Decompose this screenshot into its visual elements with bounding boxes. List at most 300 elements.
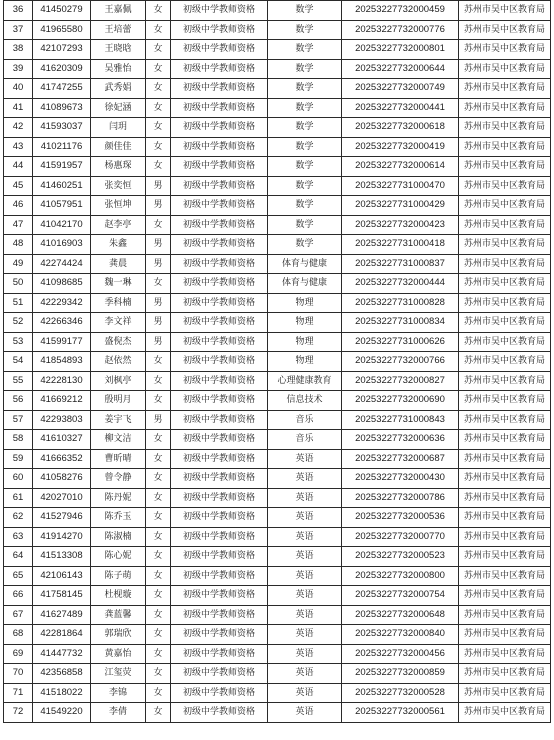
subject-cell: 数学 — [268, 176, 342, 196]
gender-cell: 男 — [146, 332, 171, 352]
subject-cell: 体育与健康 — [268, 254, 342, 274]
issuing-authority-cell: 苏州市吴中区教育局 — [459, 508, 551, 528]
gender-cell: 女 — [146, 566, 171, 586]
subject-cell: 英语 — [268, 625, 342, 645]
table-row — [4, 332, 551, 352]
applicant-id-cell: 42027010 — [33, 488, 91, 508]
subject-cell: 数学 — [268, 157, 342, 177]
subject-cell: 数学 — [268, 235, 342, 255]
qualification-cell: 初级中学教师资格 — [171, 176, 268, 196]
issuing-authority-cell: 苏州市吴中区教育局 — [459, 371, 551, 391]
table-row — [4, 313, 551, 333]
qualification-cell: 初级中学教师资格 — [171, 352, 268, 372]
name-cell: 季科楠 — [91, 293, 146, 313]
table-row — [4, 59, 551, 79]
row-number-cell: 59 — [4, 449, 33, 469]
certificate-number-cell: 20253227732000459 — [342, 1, 459, 21]
qualification-cell: 初级中学教师资格 — [171, 625, 268, 645]
qualification-cell: 初级中学教师资格 — [171, 430, 268, 450]
gender-cell: 女 — [146, 274, 171, 294]
issuing-authority-cell: 苏州市吴中区教育局 — [459, 79, 551, 99]
issuing-authority-cell: 苏州市吴中区教育局 — [459, 332, 551, 352]
issuing-authority-cell: 苏州市吴中区教育局 — [459, 488, 551, 508]
applicant-id-cell: 41758145 — [33, 586, 91, 606]
certificate-number-cell: 20253227732000786 — [342, 488, 459, 508]
applicant-id-cell: 41610327 — [33, 430, 91, 450]
row-number-cell: 65 — [4, 566, 33, 586]
subject-cell: 数学 — [268, 40, 342, 60]
subject-cell: 音乐 — [268, 410, 342, 430]
issuing-authority-cell: 苏州市吴中区教育局 — [459, 430, 551, 450]
name-cell: 龚晨 — [91, 254, 146, 274]
gender-cell: 女 — [146, 703, 171, 723]
issuing-authority-cell: 苏州市吴中区教育局 — [459, 410, 551, 430]
name-cell: 刘枫亭 — [91, 371, 146, 391]
issuing-authority-cell: 苏州市吴中区教育局 — [459, 586, 551, 606]
row-number-cell: 58 — [4, 430, 33, 450]
certificate-number-cell: 20253227732000614 — [342, 157, 459, 177]
applicant-id-cell: 41965580 — [33, 20, 91, 40]
qualification-cell: 初级中学教师资格 — [171, 566, 268, 586]
gender-cell: 女 — [146, 449, 171, 469]
gender-cell: 女 — [146, 469, 171, 489]
name-cell: 徐妃涵 — [91, 98, 146, 118]
name-cell: 赵依然 — [91, 352, 146, 372]
certificate-number-cell: 20253227732000766 — [342, 352, 459, 372]
issuing-authority-cell: 苏州市吴中区教育局 — [459, 137, 551, 157]
issuing-authority-cell: 苏州市吴中区教育局 — [459, 352, 551, 372]
subject-cell: 英语 — [268, 605, 342, 625]
gender-cell: 女 — [146, 157, 171, 177]
row-number-cell: 68 — [4, 625, 33, 645]
qualification-cell: 初级中学教师资格 — [171, 586, 268, 606]
row-number-cell: 55 — [4, 371, 33, 391]
subject-cell: 心理健康教育 — [268, 371, 342, 391]
row-number-cell: 71 — [4, 683, 33, 703]
table-row — [4, 40, 551, 60]
issuing-authority-cell: 苏州市吴中区教育局 — [459, 274, 551, 294]
certificate-number-cell: 20253227732000770 — [342, 527, 459, 547]
gender-cell: 女 — [146, 605, 171, 625]
table-row — [4, 118, 551, 138]
name-cell: 吴雅怡 — [91, 59, 146, 79]
name-cell: 张奕恒 — [91, 176, 146, 196]
gender-cell: 女 — [146, 391, 171, 411]
certificate-number-cell: 20253227732000840 — [342, 625, 459, 645]
gender-cell: 女 — [146, 20, 171, 40]
certificate-number-cell: 20253227732000444 — [342, 274, 459, 294]
subject-cell: 英语 — [268, 488, 342, 508]
table-row — [4, 625, 551, 645]
subject-cell: 英语 — [268, 664, 342, 684]
issuing-authority-cell: 苏州市吴中区教育局 — [459, 1, 551, 21]
teacher-qualification-table — [3, 0, 551, 723]
issuing-authority-cell: 苏州市吴中区教育局 — [459, 118, 551, 138]
issuing-authority-cell: 苏州市吴中区教育局 — [459, 59, 551, 79]
qualification-cell: 初级中学教师资格 — [171, 137, 268, 157]
applicant-id-cell: 41627489 — [33, 605, 91, 625]
subject-cell: 英语 — [268, 644, 342, 664]
table-row — [4, 98, 551, 118]
certificate-number-cell: 20253227732000690 — [342, 391, 459, 411]
qualification-cell: 初级中学教师资格 — [171, 59, 268, 79]
applicant-id-cell: 41599177 — [33, 332, 91, 352]
issuing-authority-cell: 苏州市吴中区教育局 — [459, 469, 551, 489]
certificate-number-cell: 20253227732000528 — [342, 683, 459, 703]
certificate-number-cell: 20253227732000687 — [342, 449, 459, 469]
certificate-number-cell: 20253227731000843 — [342, 410, 459, 430]
issuing-authority-cell: 苏州市吴中区教育局 — [459, 176, 551, 196]
table-row — [4, 254, 551, 274]
qualification-cell: 初级中学教师资格 — [171, 371, 268, 391]
table-row — [4, 293, 551, 313]
qualification-cell: 初级中学教师资格 — [171, 293, 268, 313]
applicant-id-cell: 41089673 — [33, 98, 91, 118]
certificate-number-cell: 20253227731000837 — [342, 254, 459, 274]
applicant-id-cell: 42229342 — [33, 293, 91, 313]
row-number-cell: 69 — [4, 644, 33, 664]
table-row — [4, 605, 551, 625]
gender-cell: 男 — [146, 196, 171, 216]
gender-cell: 女 — [146, 527, 171, 547]
applicant-id-cell: 42107293 — [33, 40, 91, 60]
table-row — [4, 215, 551, 235]
applicant-id-cell: 41620309 — [33, 59, 91, 79]
gender-cell: 女 — [146, 625, 171, 645]
gender-cell: 女 — [146, 371, 171, 391]
certificate-number-cell: 20253227732000523 — [342, 547, 459, 567]
certificate-number-cell: 20253227732000636 — [342, 430, 459, 450]
name-cell: 王培蕾 — [91, 20, 146, 40]
name-cell: 郭瑞欣 — [91, 625, 146, 645]
applicant-id-cell: 41591957 — [33, 157, 91, 177]
name-cell: 曹昕晴 — [91, 449, 146, 469]
name-cell: 陈心妮 — [91, 547, 146, 567]
certificate-number-cell: 20253227732000644 — [342, 59, 459, 79]
applicant-id-cell: 42274424 — [33, 254, 91, 274]
name-cell: 张恒坤 — [91, 196, 146, 216]
qualification-cell: 初级中学教师资格 — [171, 98, 268, 118]
table-row — [4, 410, 551, 430]
name-cell: 王嘉佩 — [91, 1, 146, 21]
table-row — [4, 235, 551, 255]
gender-cell: 女 — [146, 118, 171, 138]
name-cell: 魏一琳 — [91, 274, 146, 294]
document-page — [3, 0, 551, 723]
issuing-authority-cell: 苏州市吴中区教育局 — [459, 215, 551, 235]
gender-cell: 男 — [146, 254, 171, 274]
subject-cell: 英语 — [268, 566, 342, 586]
table-row — [4, 683, 551, 703]
qualification-cell: 初级中学教师资格 — [171, 644, 268, 664]
subject-cell: 英语 — [268, 469, 342, 489]
certificate-number-cell: 20253227732000859 — [342, 664, 459, 684]
certificate-number-cell: 20253227731000828 — [342, 293, 459, 313]
certificate-number-cell: 20253227731000418 — [342, 235, 459, 255]
gender-cell: 女 — [146, 79, 171, 99]
table-row — [4, 508, 551, 528]
name-cell: 杜枧璇 — [91, 586, 146, 606]
qualification-cell: 初级中学教师资格 — [171, 683, 268, 703]
gender-cell: 女 — [146, 1, 171, 21]
table-row — [4, 469, 551, 489]
gender-cell: 女 — [146, 137, 171, 157]
name-cell: 武秀娟 — [91, 79, 146, 99]
applicant-id-cell: 41016903 — [33, 235, 91, 255]
row-number-cell: 43 — [4, 137, 33, 157]
table-row — [4, 1, 551, 21]
table-body — [4, 1, 551, 723]
row-number-cell: 36 — [4, 1, 33, 21]
applicant-id-cell: 41057951 — [33, 196, 91, 216]
issuing-authority-cell: 苏州市吴中区教育局 — [459, 527, 551, 547]
table-row — [4, 196, 551, 216]
subject-cell: 数学 — [268, 196, 342, 216]
name-cell: 颜佳佳 — [91, 137, 146, 157]
subject-cell: 音乐 — [268, 430, 342, 450]
subject-cell: 英语 — [268, 449, 342, 469]
certificate-number-cell: 20253227731000429 — [342, 196, 459, 216]
gender-cell: 男 — [146, 313, 171, 333]
subject-cell: 数学 — [268, 79, 342, 99]
applicant-id-cell: 41098685 — [33, 274, 91, 294]
issuing-authority-cell: 苏州市吴中区教育局 — [459, 547, 551, 567]
row-number-cell: 47 — [4, 215, 33, 235]
applicant-id-cell: 41058276 — [33, 469, 91, 489]
table-row — [4, 566, 551, 586]
name-cell: 黄嘉怡 — [91, 644, 146, 664]
table-row — [4, 274, 551, 294]
applicant-id-cell: 41593037 — [33, 118, 91, 138]
applicant-id-cell: 41460251 — [33, 176, 91, 196]
applicant-id-cell: 42293803 — [33, 410, 91, 430]
row-number-cell: 39 — [4, 59, 33, 79]
gender-cell: 女 — [146, 664, 171, 684]
qualification-cell: 初级中学教师资格 — [171, 79, 268, 99]
row-number-cell: 53 — [4, 332, 33, 352]
row-number-cell: 52 — [4, 313, 33, 333]
row-number-cell: 50 — [4, 274, 33, 294]
applicant-id-cell: 41042170 — [33, 215, 91, 235]
applicant-id-cell: 42281864 — [33, 625, 91, 645]
gender-cell: 女 — [146, 430, 171, 450]
row-number-cell: 51 — [4, 293, 33, 313]
issuing-authority-cell: 苏州市吴中区教育局 — [459, 313, 551, 333]
issuing-authority-cell: 苏州市吴中区教育局 — [459, 235, 551, 255]
certificate-number-cell: 20253227732000827 — [342, 371, 459, 391]
row-number-cell: 63 — [4, 527, 33, 547]
issuing-authority-cell: 苏州市吴中区教育局 — [459, 703, 551, 723]
certificate-number-cell: 20253227732000430 — [342, 469, 459, 489]
name-cell: 柳文洁 — [91, 430, 146, 450]
table-row — [4, 79, 551, 99]
issuing-authority-cell: 苏州市吴中区教育局 — [459, 293, 551, 313]
qualification-cell: 初级中学教师资格 — [171, 1, 268, 21]
issuing-authority-cell: 苏州市吴中区教育局 — [459, 644, 551, 664]
row-number-cell: 42 — [4, 118, 33, 138]
name-cell: 王晓晗 — [91, 40, 146, 60]
row-number-cell: 46 — [4, 196, 33, 216]
gender-cell: 女 — [146, 508, 171, 528]
row-number-cell: 44 — [4, 157, 33, 177]
applicant-id-cell: 42266346 — [33, 313, 91, 333]
gender-cell: 女 — [146, 547, 171, 567]
row-number-cell: 45 — [4, 176, 33, 196]
certificate-number-cell: 20253227732000754 — [342, 586, 459, 606]
row-number-cell: 54 — [4, 352, 33, 372]
applicant-id-cell: 41669212 — [33, 391, 91, 411]
row-number-cell: 72 — [4, 703, 33, 723]
issuing-authority-cell: 苏州市吴中区教育局 — [459, 664, 551, 684]
table-row — [4, 644, 551, 664]
certificate-number-cell: 20253227732000618 — [342, 118, 459, 138]
qualification-cell: 初级中学教师资格 — [171, 235, 268, 255]
subject-cell: 信息技术 — [268, 391, 342, 411]
table-row — [4, 391, 551, 411]
qualification-cell: 初级中学教师资格 — [171, 20, 268, 40]
name-cell: 姜宇飞 — [91, 410, 146, 430]
applicant-id-cell: 42106143 — [33, 566, 91, 586]
name-cell: 陈丹妮 — [91, 488, 146, 508]
name-cell: 殷明月 — [91, 391, 146, 411]
subject-cell: 英语 — [268, 527, 342, 547]
subject-cell: 数学 — [268, 59, 342, 79]
row-number-cell: 64 — [4, 547, 33, 567]
name-cell: 李锦 — [91, 683, 146, 703]
subject-cell: 英语 — [268, 547, 342, 567]
gender-cell: 女 — [146, 644, 171, 664]
subject-cell: 数学 — [268, 1, 342, 21]
certificate-number-cell: 20253227732000749 — [342, 79, 459, 99]
certificate-number-cell: 20253227732000536 — [342, 508, 459, 528]
subject-cell: 英语 — [268, 683, 342, 703]
table-row — [4, 586, 551, 606]
gender-cell: 女 — [146, 352, 171, 372]
subject-cell: 数学 — [268, 118, 342, 138]
subject-cell: 英语 — [268, 703, 342, 723]
applicant-id-cell: 41513308 — [33, 547, 91, 567]
table-row — [4, 137, 551, 157]
subject-cell: 数学 — [268, 137, 342, 157]
table-row — [4, 664, 551, 684]
qualification-cell: 初级中学教师资格 — [171, 527, 268, 547]
row-number-cell: 48 — [4, 235, 33, 255]
applicant-id-cell: 41747255 — [33, 79, 91, 99]
issuing-authority-cell: 苏州市吴中区教育局 — [459, 605, 551, 625]
row-number-cell: 40 — [4, 79, 33, 99]
name-cell: 陈子萌 — [91, 566, 146, 586]
gender-cell: 男 — [146, 235, 171, 255]
row-number-cell: 60 — [4, 469, 33, 489]
gender-cell: 男 — [146, 176, 171, 196]
subject-cell: 物理 — [268, 293, 342, 313]
table-row — [4, 547, 551, 567]
certificate-number-cell: 20253227732000776 — [342, 20, 459, 40]
qualification-cell: 初级中学教师资格 — [171, 313, 268, 333]
issuing-authority-cell: 苏州市吴中区教育局 — [459, 157, 551, 177]
subject-cell: 英语 — [268, 586, 342, 606]
gender-cell: 女 — [146, 215, 171, 235]
subject-cell: 英语 — [268, 508, 342, 528]
table-row — [4, 449, 551, 469]
row-number-cell: 61 — [4, 488, 33, 508]
qualification-cell: 初级中学教师资格 — [171, 547, 268, 567]
qualification-cell: 初级中学教师资格 — [171, 508, 268, 528]
issuing-authority-cell: 苏州市吴中区教育局 — [459, 566, 551, 586]
row-number-cell: 62 — [4, 508, 33, 528]
subject-cell: 物理 — [268, 313, 342, 333]
row-number-cell: 66 — [4, 586, 33, 606]
table-row — [4, 352, 551, 372]
certificate-number-cell: 20253227732000419 — [342, 137, 459, 157]
certificate-number-cell: 20253227732000561 — [342, 703, 459, 723]
certificate-number-cell: 20253227731000470 — [342, 176, 459, 196]
applicant-id-cell: 41549220 — [33, 703, 91, 723]
name-cell: 李文祥 — [91, 313, 146, 333]
subject-cell: 数学 — [268, 98, 342, 118]
certificate-number-cell: 20253227731000626 — [342, 332, 459, 352]
certificate-number-cell: 20253227732000801 — [342, 40, 459, 60]
row-number-cell: 70 — [4, 664, 33, 684]
qualification-cell: 初级中学教师资格 — [171, 488, 268, 508]
name-cell: 盛倪杰 — [91, 332, 146, 352]
applicant-id-cell: 41854893 — [33, 352, 91, 372]
gender-cell: 女 — [146, 98, 171, 118]
table-row — [4, 176, 551, 196]
table-row — [4, 488, 551, 508]
row-number-cell: 67 — [4, 605, 33, 625]
gender-cell: 女 — [146, 586, 171, 606]
name-cell: 曾令静 — [91, 469, 146, 489]
gender-cell: 女 — [146, 683, 171, 703]
qualification-cell: 初级中学教师资格 — [171, 391, 268, 411]
subject-cell: 物理 — [268, 332, 342, 352]
name-cell: 闫玥 — [91, 118, 146, 138]
issuing-authority-cell: 苏州市吴中区教育局 — [459, 625, 551, 645]
name-cell: 杨惠琛 — [91, 157, 146, 177]
name-cell: 龚蓝馨 — [91, 605, 146, 625]
qualification-cell: 初级中学教师资格 — [171, 332, 268, 352]
name-cell: 赵李亭 — [91, 215, 146, 235]
qualification-cell: 初级中学教师资格 — [171, 703, 268, 723]
row-number-cell: 49 — [4, 254, 33, 274]
qualification-cell: 初级中学教师资格 — [171, 469, 268, 489]
certificate-number-cell: 20253227732000423 — [342, 215, 459, 235]
issuing-authority-cell: 苏州市吴中区教育局 — [459, 683, 551, 703]
gender-cell: 男 — [146, 293, 171, 313]
gender-cell: 男 — [146, 410, 171, 430]
name-cell: 朱鑫 — [91, 235, 146, 255]
qualification-cell: 初级中学教师资格 — [171, 40, 268, 60]
row-number-cell: 57 — [4, 410, 33, 430]
applicant-id-cell: 41527946 — [33, 508, 91, 528]
name-cell: 陈淑楠 — [91, 527, 146, 547]
name-cell: 李倩 — [91, 703, 146, 723]
certificate-number-cell: 20253227732000441 — [342, 98, 459, 118]
subject-cell: 数学 — [268, 20, 342, 40]
gender-cell: 女 — [146, 59, 171, 79]
row-number-cell: 37 — [4, 20, 33, 40]
row-number-cell: 38 — [4, 40, 33, 60]
name-cell: 陈乔玉 — [91, 508, 146, 528]
table-row — [4, 430, 551, 450]
applicant-id-cell: 42228130 — [33, 371, 91, 391]
applicant-id-cell: 41021176 — [33, 137, 91, 157]
qualification-cell: 初级中学教师资格 — [171, 118, 268, 138]
name-cell: 江玺荧 — [91, 664, 146, 684]
applicant-id-cell: 41447732 — [33, 644, 91, 664]
certificate-number-cell: 20253227732000456 — [342, 644, 459, 664]
